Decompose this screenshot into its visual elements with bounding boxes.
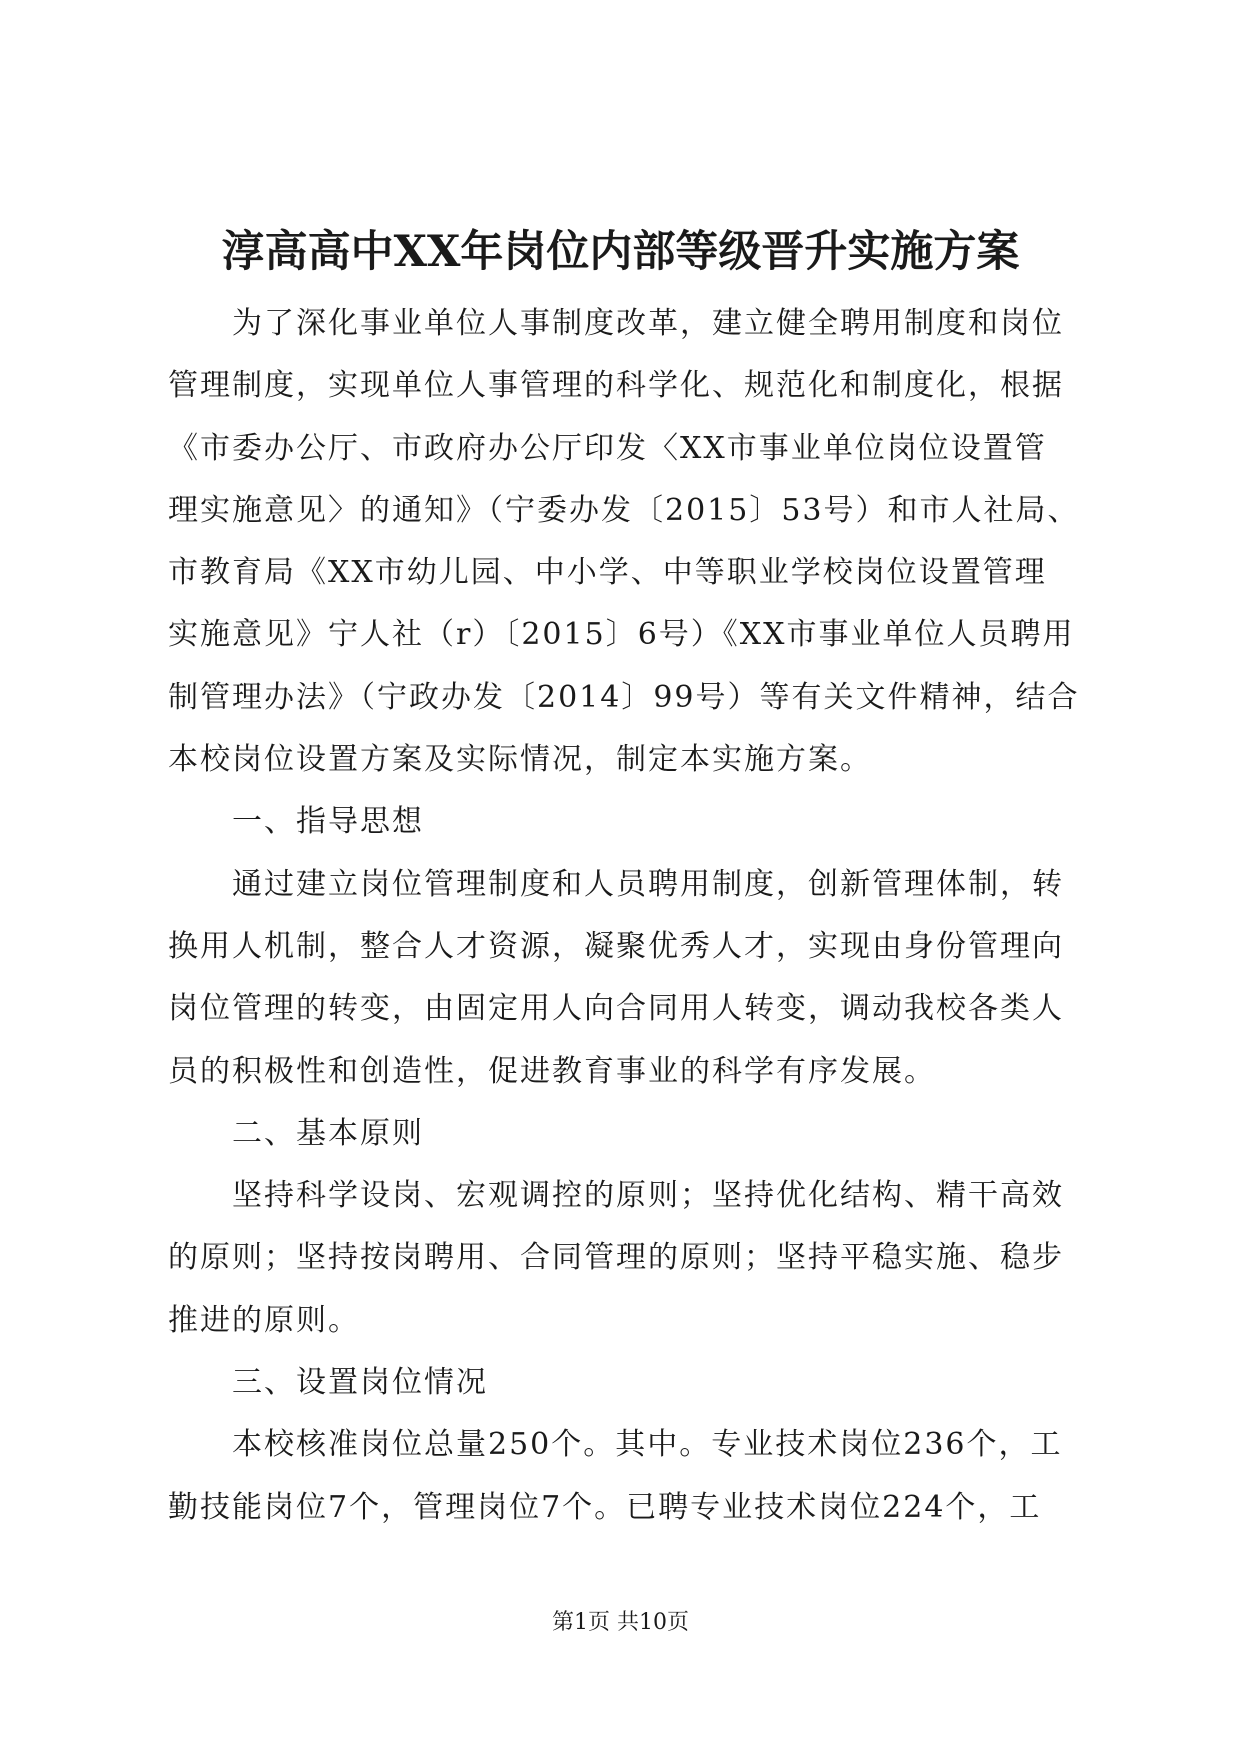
section-heading: 一、指导思想 (232, 804, 424, 840)
paragraph-line: 管理制度，实现单位人事管理的科学化、规范化和制度化，根据 (168, 368, 1064, 404)
paragraph-line: 本校核准岗位总量250个。其中。专业技术岗位236个，工 (232, 1427, 1063, 1463)
document-body (168, 293, 1088, 1539)
paragraph-line: 制管理办法》（宁政办发〔2014〕99号）等有关文件精神，结合 (168, 679, 1080, 715)
paragraph-line: 员的积极性和创造性，促进教育事业的科学有序发展。 (168, 1053, 936, 1089)
document-title: 淳高高中XX年岗位内部等级晋升实施方案 (221, 227, 1020, 277)
paragraph-line: 市教育局《XX市幼儿园、中小学、中等职业学校岗位设置管理 (168, 555, 1047, 591)
paragraph-line: 岗位管理的转变，由固定用人向合同用人转变，调动我校各类人 (168, 991, 1064, 1027)
page-number-footer: 第1页 共10页 (552, 1610, 689, 1635)
paragraph-line: 的原则；坚持按岗聘用、合同管理的原则；坚持平稳实施、稳步 (168, 1240, 1064, 1276)
paragraph-line: 为了深化事业单位人事制度改革，建立健全聘用制度和岗位 (232, 306, 1064, 341)
paragraph-line: 推进的原则。 (168, 1302, 360, 1338)
paragraph-line: 本校岗位设置方案及实际情况，制定本实施方案。 (168, 742, 872, 778)
paragraph-line: 坚持科学设岗、宏观调控的原则；坚持优化结构、精干高效 (232, 1178, 1064, 1214)
section-heading: 二、基本原则 (232, 1115, 424, 1151)
paragraph-line: 《市委办公厅、市政府办公厅印发〈XX市事业单位岗位设置管 (168, 430, 1047, 466)
paragraph-line: 通过建立岗位管理制度和人员聘用制度，创新管理体制，转 (232, 866, 1064, 902)
paragraph-line: 理实施意见〉的通知》（宁委办发〔2015〕53号）和市人社局、 (168, 492, 1080, 528)
paragraph-line: 换用人机制，整合人才资源，凝聚优秀人才，实现由身份管理向 (168, 928, 1064, 964)
paragraph-line: 勤技能岗位7个，管理岗位7个。已聘专业技术岗位224个，工 (168, 1489, 1042, 1525)
section-heading: 三、设置岗位情况 (232, 1365, 488, 1401)
paragraph-line: 实施意见》宁人社（r）〔2015〕6号）《XX市事业单位人员聘用 (168, 617, 1075, 653)
